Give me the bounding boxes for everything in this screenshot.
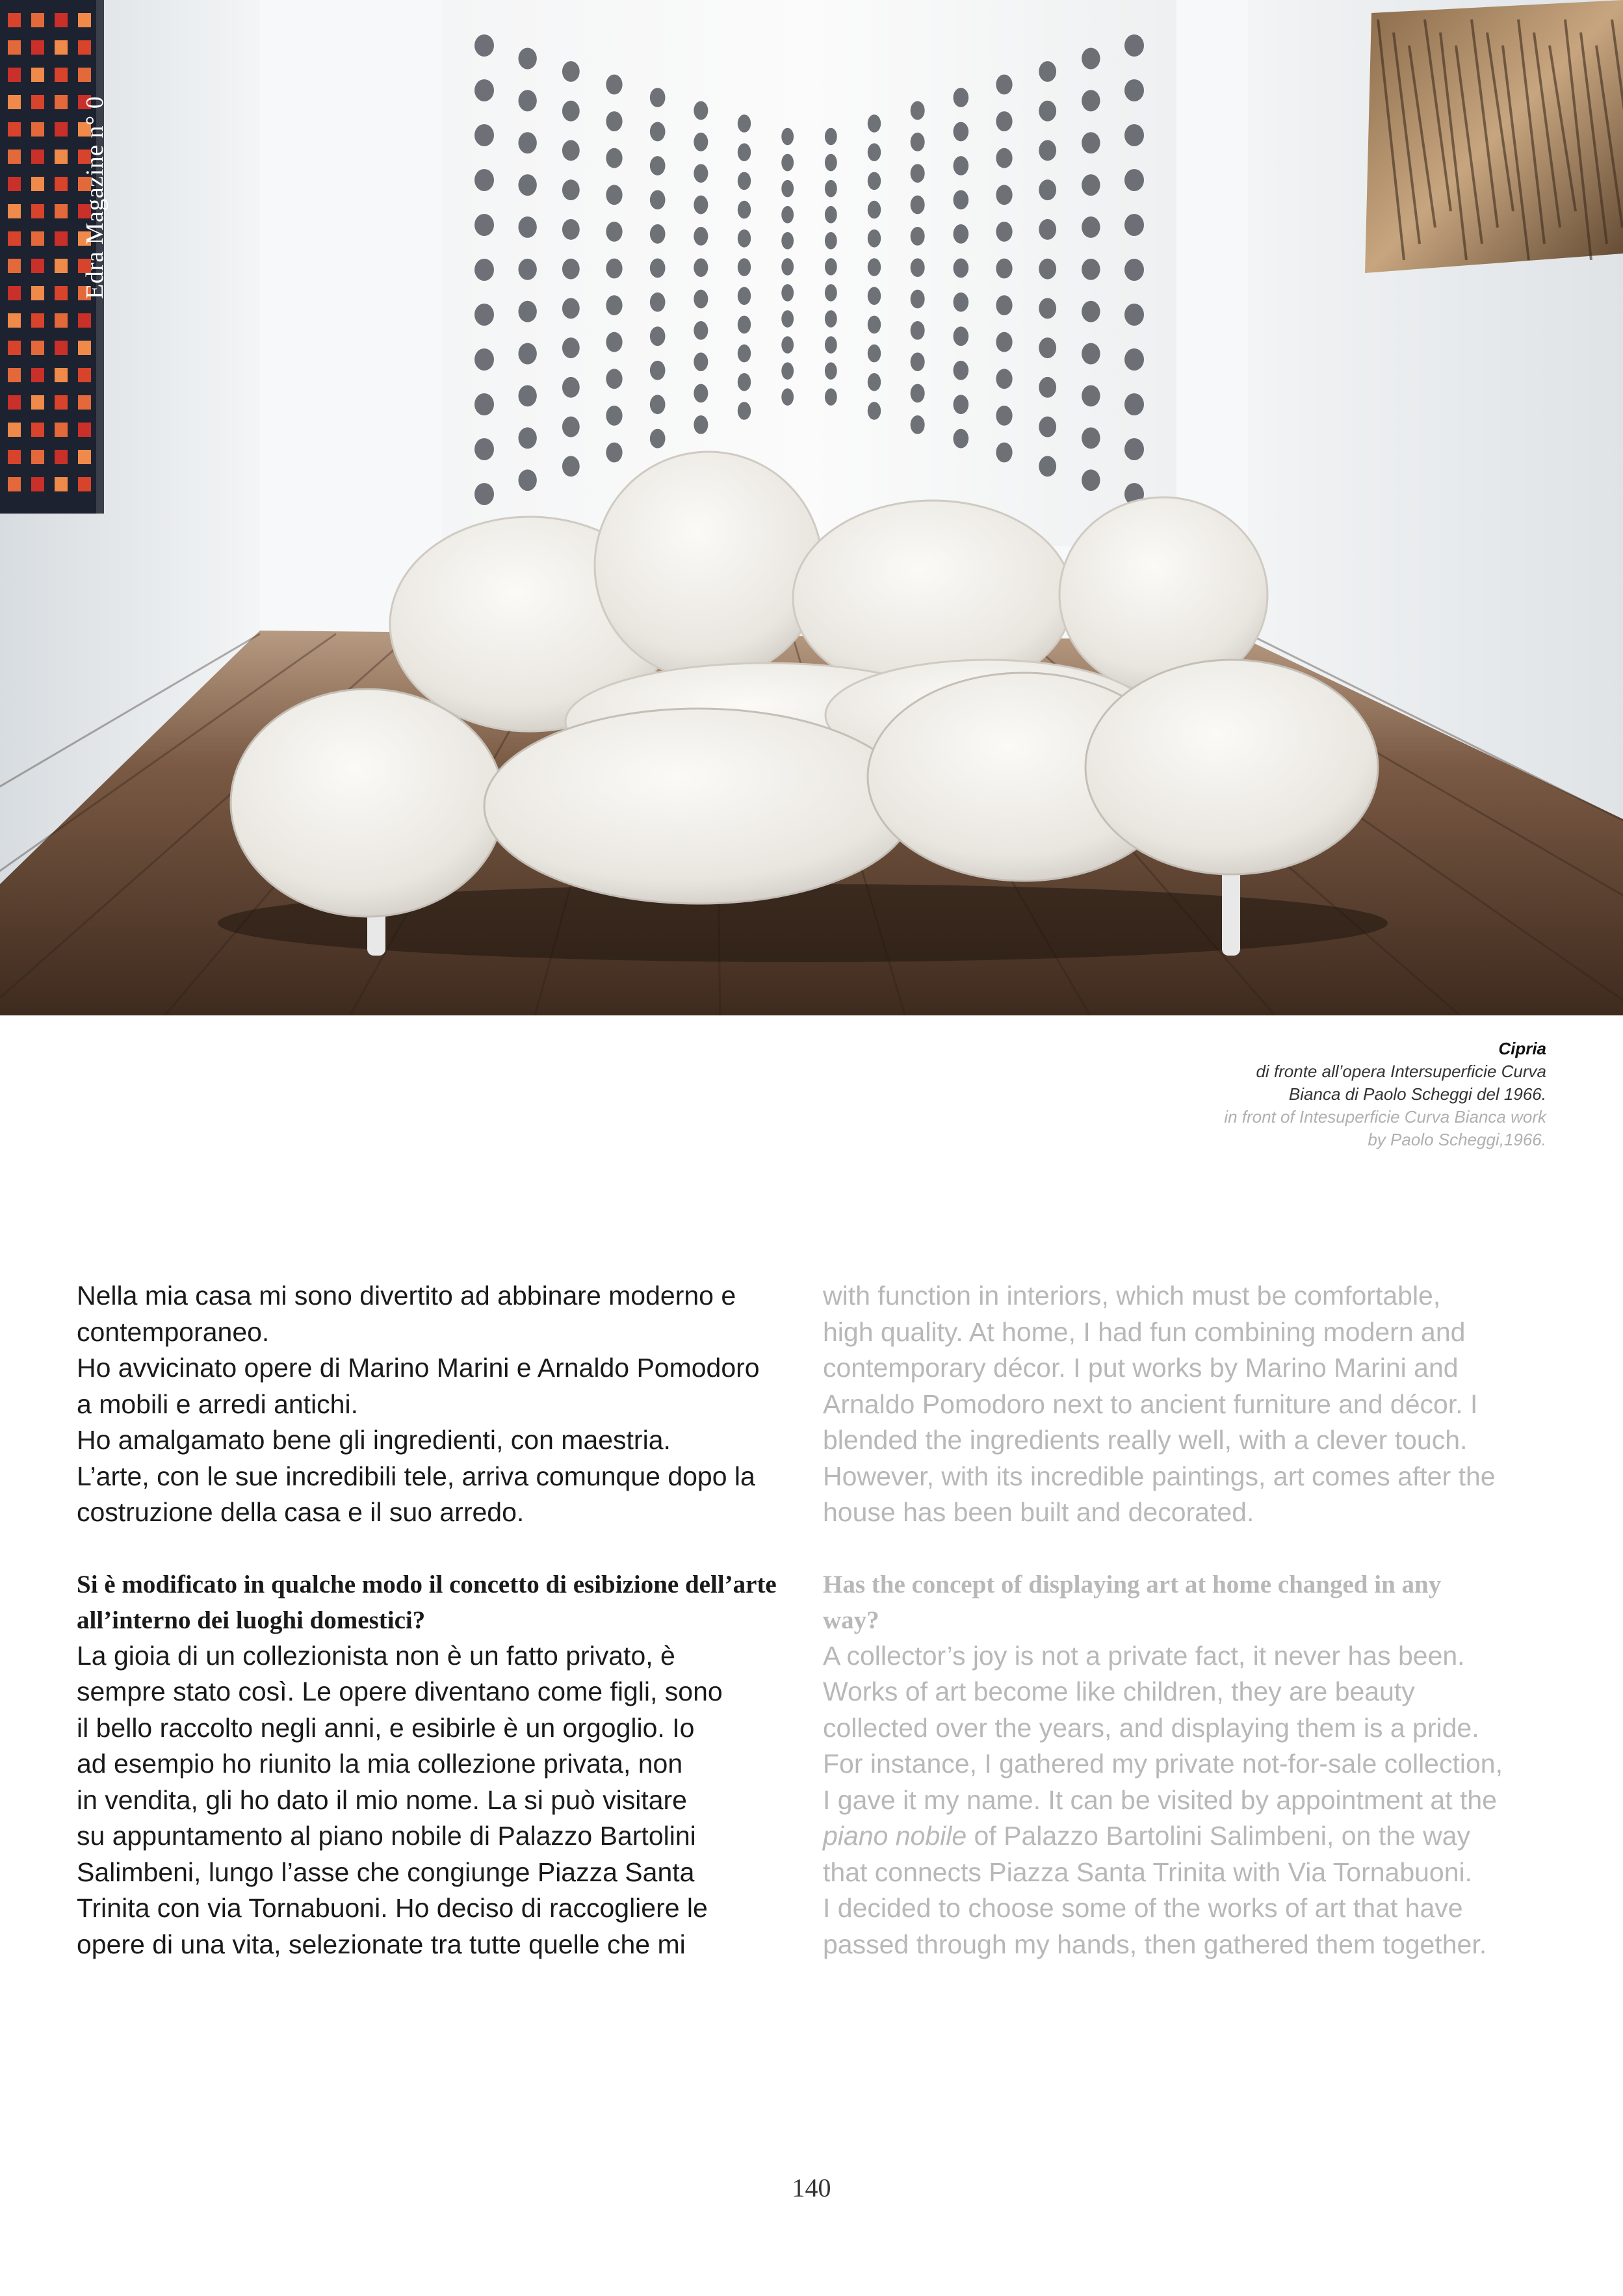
- panel-hole: [825, 388, 837, 406]
- text-line: high quality. At home, I had fun combining modern and: [823, 1316, 1466, 1347]
- panel-hole: [996, 148, 1012, 168]
- panel-hole: [1039, 298, 1056, 319]
- panel-hole: [562, 417, 580, 437]
- canvas-square: [78, 68, 91, 82]
- canvas-square: [78, 13, 91, 27]
- canvas-square: [78, 395, 91, 410]
- canvas-square: [55, 423, 68, 437]
- caption-english-line: in front of Intesuperficie Curva Bianca work: [1224, 1107, 1546, 1127]
- canvas-square: [55, 13, 68, 27]
- italian-column: [77, 1278, 805, 1963]
- sofa-room-illustration: [0, 0, 1623, 1015]
- panel-hole: [1124, 348, 1144, 371]
- panel-hole: [474, 483, 494, 505]
- panel-hole: [606, 443, 622, 463]
- panel-hole: [781, 180, 794, 198]
- panel-hole: [562, 298, 580, 319]
- panel-hole: [1124, 79, 1144, 101]
- text-line: Works of art become like children, they are beauty: [823, 1676, 1415, 1706]
- text-line: blended the ingredients really well, with a clever touch.: [823, 1425, 1468, 1455]
- canvas-square: [55, 95, 68, 109]
- caption-italian-line: Bianca di Paolo Scheggi del 1966.: [1288, 1084, 1546, 1104]
- canvas-square: [31, 95, 44, 109]
- panel-hole: [1124, 124, 1144, 146]
- panel-hole: [650, 190, 666, 210]
- panel-hole: [781, 310, 794, 328]
- panel-hole: [954, 224, 969, 244]
- caption-title: Cipria: [1498, 1039, 1546, 1058]
- canvas-square: [55, 150, 68, 164]
- panel-hole: [781, 388, 794, 406]
- text-line: opere di una vita, selezionate tra tutte quelle che mi: [77, 1929, 686, 1959]
- canvas-square: [55, 286, 68, 300]
- canvas-square: [55, 477, 68, 491]
- front-cushion: [231, 689, 504, 917]
- caption-italian-line: di fronte all’opera Intersuperficie Curva: [1256, 1062, 1546, 1081]
- panel-hole: [1082, 469, 1100, 491]
- panel-hole: [562, 377, 580, 398]
- canvas-square: [8, 313, 21, 328]
- panel-hole: [738, 287, 751, 305]
- panel-hole: [868, 373, 881, 391]
- text-line: ad esempio ho riunito la mia collezione privata, non: [77, 1749, 683, 1779]
- panel-hole: [868, 287, 881, 305]
- panel-hole: [738, 258, 751, 276]
- panel-hole: [911, 352, 925, 371]
- panel-hole: [518, 385, 536, 406]
- panel-hole: [738, 143, 751, 161]
- panel-hole: [474, 79, 494, 101]
- panel-hole: [1082, 132, 1100, 153]
- panel-hole: [781, 336, 794, 354]
- canvas-square: [31, 150, 44, 164]
- panel-hole: [474, 34, 494, 57]
- panel-hole: [650, 258, 666, 278]
- panel-hole: [781, 128, 794, 146]
- panel-hole: [996, 295, 1012, 315]
- text-line: costruzione della casa e il suo arredo.: [77, 1497, 525, 1527]
- canvas-square: [55, 122, 68, 137]
- question-line: Si è modificato in qualche modo il concetto di esibizione dell’arte: [77, 1570, 777, 1598]
- text-line: collected over the years, and displaying them is a pride.: [823, 1712, 1479, 1743]
- front-cushion: [484, 709, 913, 904]
- page-number: 140: [792, 2173, 831, 2202]
- panel-hole: [1039, 140, 1056, 161]
- panel-hole: [996, 369, 1012, 389]
- panel-hole: [1082, 48, 1100, 70]
- panel-hole: [694, 101, 708, 120]
- panel-hole: [911, 164, 925, 183]
- panel-hole: [694, 227, 708, 246]
- panel-hole: [562, 259, 580, 280]
- english-intro: [823, 1278, 1551, 1531]
- canvas-square: [8, 177, 21, 191]
- canvas-square: [31, 68, 44, 82]
- panel-hole: [694, 196, 708, 215]
- text-line: Ho amalgamato bene gli ingredienti, con maestria.: [77, 1425, 671, 1455]
- panel-hole: [825, 336, 837, 354]
- text-line: a mobili e arredi antichi.: [77, 1389, 358, 1419]
- panel-hole: [474, 304, 494, 326]
- panel-hole: [954, 88, 969, 107]
- canvas-square: [55, 450, 68, 464]
- panel-hole: [694, 352, 708, 371]
- panel-hole: [606, 185, 622, 205]
- panel-hole: [1039, 101, 1056, 122]
- canvas-square: [55, 313, 68, 328]
- canvas-square: [78, 40, 91, 55]
- panel-hole: [606, 148, 622, 168]
- canvas-square: [8, 122, 21, 137]
- panel-hole: [474, 438, 494, 460]
- italian-intro: [77, 1278, 805, 1531]
- text-line: L’arte, con le sue incredibili tele, arriva comunque dopo la: [77, 1461, 755, 1491]
- text-line: house has been built and decorated.: [823, 1497, 1254, 1527]
- panel-hole: [606, 75, 622, 95]
- panel-hole: [474, 169, 494, 191]
- canvas-square: [31, 341, 44, 355]
- text-line: However, with its incredible paintings, art comes after the: [823, 1461, 1496, 1491]
- panel-hole: [1082, 174, 1100, 196]
- panel-hole: [868, 316, 881, 334]
- panel-hole: [606, 111, 622, 131]
- panel-hole: [1082, 216, 1100, 238]
- panel-hole: [650, 429, 666, 449]
- panel-hole: [738, 172, 751, 190]
- panel-hole: [868, 258, 881, 276]
- text-line: Arnaldo Pomodoro next to ancient furniture and décor. I: [823, 1389, 1478, 1419]
- panel-hole: [781, 258, 794, 276]
- panel-hole: [650, 156, 666, 176]
- text-line: that connects Piazza Santa Trinita with Via Tornabuoni.: [823, 1857, 1473, 1887]
- panel-hole: [911, 227, 925, 246]
- panel-hole: [1039, 417, 1056, 437]
- question-line: way?: [823, 1606, 879, 1634]
- canvas-square: [78, 313, 91, 328]
- panel-hole: [562, 101, 580, 122]
- panel-hole: [738, 201, 751, 219]
- canvas-square: [8, 40, 21, 55]
- text-line: I gave it my name. It can be visited by appointment at the: [823, 1784, 1497, 1815]
- panel-hole: [738, 229, 751, 248]
- front-cushion: [1085, 660, 1378, 874]
- panel-hole: [1082, 90, 1100, 111]
- panel-hole: [911, 258, 925, 277]
- panel-hole: [1124, 169, 1144, 191]
- panel-hole: [825, 284, 837, 302]
- panel-hole: [474, 214, 494, 236]
- panel-hole: [868, 143, 881, 161]
- panel-hole: [996, 259, 1012, 279]
- panel-hole: [954, 395, 969, 414]
- panel-hole: [562, 61, 580, 82]
- canvas-square: [8, 68, 21, 82]
- panel-hole: [868, 229, 881, 248]
- canvas-square: [31, 204, 44, 218]
- panel-hole: [954, 361, 969, 380]
- panel-hole: [825, 128, 837, 146]
- panel-hole: [606, 369, 622, 389]
- panel-hole: [694, 290, 708, 309]
- panel-hole: [606, 295, 622, 315]
- panel-hole: [738, 373, 751, 391]
- panel-hole: [1124, 34, 1144, 57]
- panel-hole: [650, 293, 666, 312]
- panel-hole: [825, 180, 837, 198]
- panel-hole: [911, 196, 925, 215]
- text-line: sempre stato così. Le opere diventano come figli, sono: [77, 1676, 723, 1706]
- english-question: [823, 1567, 1551, 1638]
- canvas-square: [31, 40, 44, 55]
- panel-hole: [738, 114, 751, 133]
- magazine-label: Edra Magazine n° 0: [81, 96, 109, 299]
- panel-hole: [694, 321, 708, 340]
- italian-question: [77, 1567, 805, 1638]
- canvas-square: [31, 231, 44, 246]
- panel-hole: [1039, 219, 1056, 240]
- panel-hole: [518, 427, 536, 449]
- panel-hole: [694, 258, 708, 277]
- canvas-square: [78, 477, 91, 491]
- panel-hole: [518, 259, 536, 280]
- panel-hole: [911, 384, 925, 403]
- panel-hole: [781, 206, 794, 224]
- panel-hole: [1039, 179, 1056, 200]
- canvas-square: [78, 450, 91, 464]
- panel-hole: [996, 406, 1012, 426]
- canvas-square: [31, 286, 44, 300]
- text-line: passed through my hands, then gathered them together.: [823, 1929, 1487, 1959]
- panel-hole: [911, 133, 925, 151]
- panel-hole: [650, 88, 666, 107]
- panel-hole: [606, 332, 622, 352]
- canvas-square: [8, 95, 21, 109]
- italic-phrase: piano nobile: [823, 1821, 967, 1851]
- canvas-square: [8, 341, 21, 355]
- text-line: contemporary décor. I put works by Marino Marini and: [823, 1353, 1459, 1383]
- canvas-square: [8, 368, 21, 382]
- text-line: of Palazzo Bartolini Salimbeni, on the way: [967, 1821, 1470, 1851]
- canvas-square: [55, 177, 68, 191]
- panel-hole: [1082, 301, 1100, 322]
- panel-hole: [738, 316, 751, 334]
- canvas-square: [8, 423, 21, 437]
- panel-hole: [1082, 427, 1100, 449]
- panel-hole: [1124, 438, 1144, 460]
- panel-hole: [825, 206, 837, 224]
- panel-hole: [1039, 456, 1056, 476]
- panel-hole: [650, 361, 666, 380]
- panel-hole: [606, 222, 622, 242]
- question-line: Has the concept of displaying art at home changed in any: [823, 1570, 1442, 1598]
- panel-hole: [562, 219, 580, 240]
- canvas-square: [31, 423, 44, 437]
- panel-hole: [781, 232, 794, 250]
- panel-hole: [911, 415, 925, 434]
- panel-hole: [954, 293, 969, 312]
- panel-hole: [1082, 343, 1100, 365]
- panel-hole: [911, 321, 925, 340]
- panel-hole: [825, 154, 837, 172]
- text-line: Salimbeni, lungo l’asse che congiunge Piazza Santa: [77, 1857, 695, 1887]
- caption-english-line: by Paolo Scheggi,1966.: [1368, 1130, 1546, 1149]
- canvas-square: [55, 40, 68, 55]
- canvas-square: [31, 477, 44, 491]
- panel-hole: [1082, 385, 1100, 406]
- hero-photo: [0, 0, 1623, 1015]
- panel-hole: [911, 101, 925, 120]
- canvas-square: [8, 150, 21, 164]
- back-cushion: [595, 452, 822, 679]
- panel-hole: [868, 201, 881, 219]
- question-line: all’interno dei luoghi domestici?: [77, 1606, 426, 1634]
- panel-hole: [694, 164, 708, 183]
- panel-hole: [474, 348, 494, 371]
- panel-hole: [781, 154, 794, 172]
- panel-hole: [1082, 259, 1100, 280]
- canvas-square: [78, 423, 91, 437]
- panel-hole: [1039, 61, 1056, 82]
- panel-hole: [1039, 377, 1056, 398]
- panel-hole: [825, 258, 837, 276]
- canvas-square: [8, 286, 21, 300]
- panel-hole: [996, 185, 1012, 205]
- panel-hole: [738, 345, 751, 363]
- canvas-square: [8, 477, 21, 491]
- panel-hole: [868, 114, 881, 133]
- panel-hole: [954, 258, 969, 278]
- canvas-square: [78, 368, 91, 382]
- panel-hole: [996, 111, 1012, 131]
- panel-hole: [562, 140, 580, 161]
- text-line: La gioia di un collezionista non è un fatto privato, è: [77, 1640, 675, 1671]
- english-column: [823, 1278, 1551, 1963]
- panel-hole: [1039, 259, 1056, 280]
- panel-hole: [518, 90, 536, 111]
- panel-hole: [562, 456, 580, 476]
- panel-hole: [650, 395, 666, 414]
- text-line: Nella mia casa mi sono divertito ad abbinare moderno e: [77, 1281, 736, 1311]
- panel-hole: [606, 259, 622, 279]
- panel-hole: [518, 174, 536, 196]
- panel-hole: [825, 310, 837, 328]
- panel-hole: [694, 384, 708, 403]
- panel-hole: [1124, 304, 1144, 326]
- panel-hole: [518, 343, 536, 365]
- canvas-square: [31, 395, 44, 410]
- panel-hole: [606, 406, 622, 426]
- canvas-square: [31, 13, 44, 27]
- panel-hole: [562, 337, 580, 358]
- panel-hole: [474, 124, 494, 146]
- panel-hole: [694, 415, 708, 434]
- panel-hole: [738, 402, 751, 420]
- canvas-square: [31, 368, 44, 382]
- canvas-square: [8, 231, 21, 246]
- text-line: Trinita con via Tornabuoni. Ho deciso di raccogliere le: [77, 1893, 708, 1923]
- panel-hole: [825, 362, 837, 380]
- english-answer: [823, 1638, 1551, 1963]
- canvas-square: [8, 204, 21, 218]
- canvas-square: [55, 231, 68, 246]
- panel-hole: [650, 224, 666, 244]
- panel-hole: [518, 216, 536, 238]
- text-line: A collector’s joy is not a private fact, it never has been.: [823, 1640, 1465, 1671]
- panel-hole: [996, 222, 1012, 242]
- panel-hole: [1124, 393, 1144, 415]
- panel-hole: [1124, 259, 1144, 281]
- canvas-square: [55, 259, 68, 273]
- panel-hole: [996, 75, 1012, 95]
- canvas-square: [31, 177, 44, 191]
- canvas-square: [8, 450, 21, 464]
- canvas-square: [55, 395, 68, 410]
- panel-hole: [954, 190, 969, 210]
- panel-hole: [954, 429, 969, 449]
- panel-hole: [825, 232, 837, 250]
- canvas-square: [55, 68, 68, 82]
- canvas-square: [78, 341, 91, 355]
- panel-hole: [694, 133, 708, 151]
- panel-hole: [562, 179, 580, 200]
- canvas-square: [8, 13, 21, 27]
- canvas-square: [8, 395, 21, 410]
- panel-hole: [650, 326, 666, 346]
- panel-hole: [650, 122, 666, 142]
- panel-hole: [1039, 337, 1056, 358]
- panel-hole: [1124, 214, 1144, 236]
- panel-hole: [954, 122, 969, 142]
- panel-hole: [996, 332, 1012, 352]
- canvas-square: [55, 341, 68, 355]
- panel-hole: [996, 443, 1012, 463]
- canvas-square: [31, 450, 44, 464]
- panel-hole: [474, 259, 494, 281]
- panel-hole: [868, 402, 881, 420]
- text-line: Ho avvicinato opere di Marino Marini e Arnaldo Pomodoro: [77, 1353, 760, 1383]
- panel-hole: [868, 345, 881, 363]
- panel-hole: [868, 172, 881, 190]
- panel-hole: [518, 469, 536, 491]
- panel-hole: [781, 284, 794, 302]
- text-line: contemporaneo.: [77, 1316, 270, 1347]
- panel-hole: [911, 290, 925, 309]
- canvas-square: [31, 122, 44, 137]
- text-line: with function in interiors, which must be comfortable,: [823, 1281, 1441, 1311]
- panel-hole: [518, 132, 536, 153]
- canvas-square: [55, 368, 68, 382]
- photo-caption: [1091, 1037, 1546, 1151]
- text-line: su appuntamento al piano nobile di Palazzo Bartolini: [77, 1821, 696, 1851]
- text-line: in vendita, gli ho dato il mio nome. La si può visitare: [77, 1784, 687, 1815]
- panel-hole: [781, 362, 794, 380]
- panel-hole: [954, 156, 969, 176]
- panel-hole: [518, 48, 536, 70]
- canvas-square: [31, 259, 44, 273]
- panel-hole: [518, 301, 536, 322]
- panel-hole: [954, 326, 969, 346]
- text-line: For instance, I gathered my private not-for-sale collection,: [823, 1749, 1503, 1779]
- text-line: il bello raccolto negli anni, e esibirle è un orgoglio. Io: [77, 1712, 695, 1743]
- text-line: I decided to choose some of the works of art that have: [823, 1893, 1463, 1923]
- canvas-square: [31, 313, 44, 328]
- canvas-square: [55, 204, 68, 218]
- italian-answer: [77, 1638, 805, 1963]
- canvas-square: [8, 259, 21, 273]
- panel-hole: [474, 393, 494, 415]
